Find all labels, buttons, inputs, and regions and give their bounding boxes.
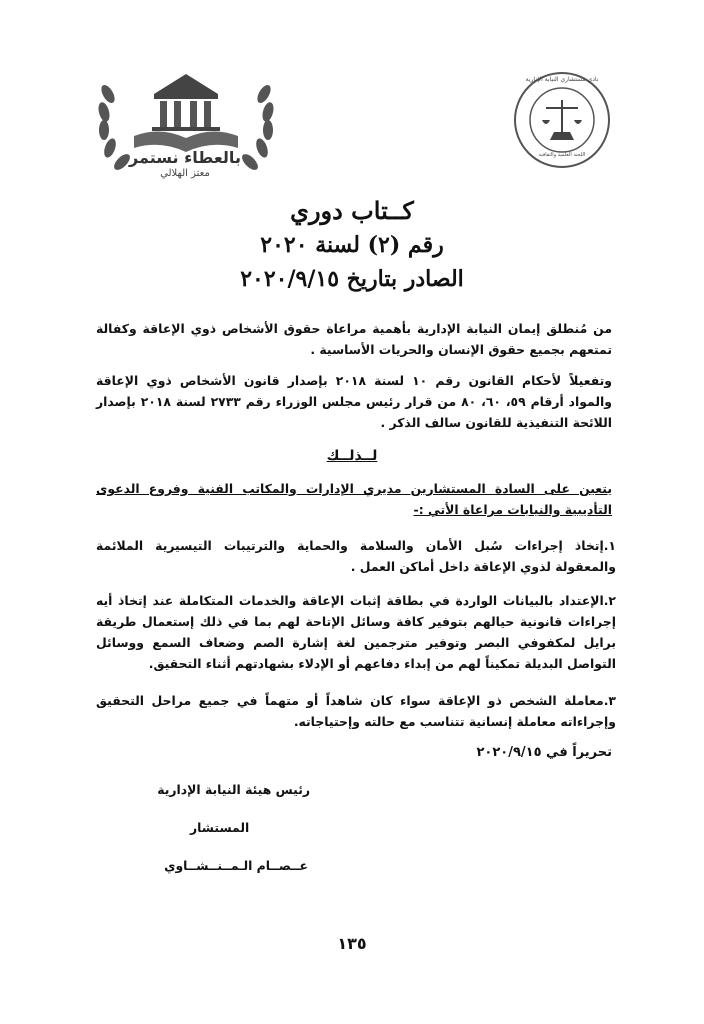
logo-author: معتز الهلالي	[160, 168, 210, 179]
directive-item-2: ٢.الإعتداد بالبيانات الواردة في بطاقة إثبات الإعاقة والخدمات المتكاملة عند إتخاذ أيه إجراءات قانونية حيالهم بتوفير كافة وسائل الإتاحة لهم بما في ذلك إستعمال طريقة برايل لمكفوفي البصر وتوفير مترجمين لغة إشارة الصم وضعاف السمع ووسائل التواصل البديلة تمكيناً لهم من إبداء دفاعهم أو الإدلاء بشهادتهم أثناء التحقيق.	[96, 593, 616, 671]
directive-item-1: ١.إتخاذ إجراءات سُبل الأمان والسلامة والحماية والترتيبات التيسيرية الملائمة والمعقولة لذوي الإعاقة داخل أماكن العمل .	[96, 538, 616, 574]
signatory-rank: المستشار	[190, 820, 250, 835]
directive-paragraph: يتعين على السادة المستشارين مديري الإدارات والمكاتب الفنية وفروع الدعوى التأديبية والنيابات مراعاة الأتي :-	[96, 481, 612, 517]
logo-slogan: بالعطاء نستمر	[129, 148, 241, 167]
intro-paragraph: من مُنطلق إيمان النيابة الإدارية بأهمية مراعاة حقوق الأشخاص ذوي الإعاقة وكفالة تمتعهم بجميع حقوق الإنسان والحريات الأساسية .	[96, 321, 612, 357]
directive-item-3: ٣.معاملة الشخص ذو الإعاقة سواء كان شاهداً أو متهماً في جميع مراحل التحقيق وإجراءاته معاملة إنسانية تتناسب مع حالته وإحتياجاته.	[96, 693, 616, 729]
club-seal	[512, 70, 612, 170]
signatory-title: رئيس هيئة النيابة الإدارية	[157, 782, 310, 797]
issue-date: الصادر بتاريخ ٢٠٢٠/٩/١٥	[240, 266, 464, 292]
document-title: كــتاب دوري	[290, 196, 414, 225]
legal-basis-paragraph: وتفعيلاً لأحكام القانون رقم ١٠ لسنة ٢٠١٨ بإصدار قانون الأشخاص ذوي الإعاقة والمواد أرقام ٥٩، ٦٠، ٨٠ من قرار رئيس مجلس الوزراء رقم ٢٧٣٣ لسنة ٢٠١٨ بإصدار اللائحة التنفيذية للقانون سالف الذكر .	[96, 373, 613, 430]
page-number: ١٣٥	[337, 934, 367, 953]
seal-text: نادي مستشاري النيابة الإدارية	[525, 76, 599, 83]
seal-subtext: اللجنة العلمية والثقافية	[538, 152, 586, 158]
written-date: تحريراً في ٢٠٢٠/٩/١٥	[476, 745, 612, 760]
signatory-name: عــصــام الـمــنــشــاوي	[164, 858, 308, 873]
document-number: رقم (٢) لسنة ٢٠٢٠	[260, 232, 444, 258]
section-heading: لــذلــك	[326, 448, 378, 464]
